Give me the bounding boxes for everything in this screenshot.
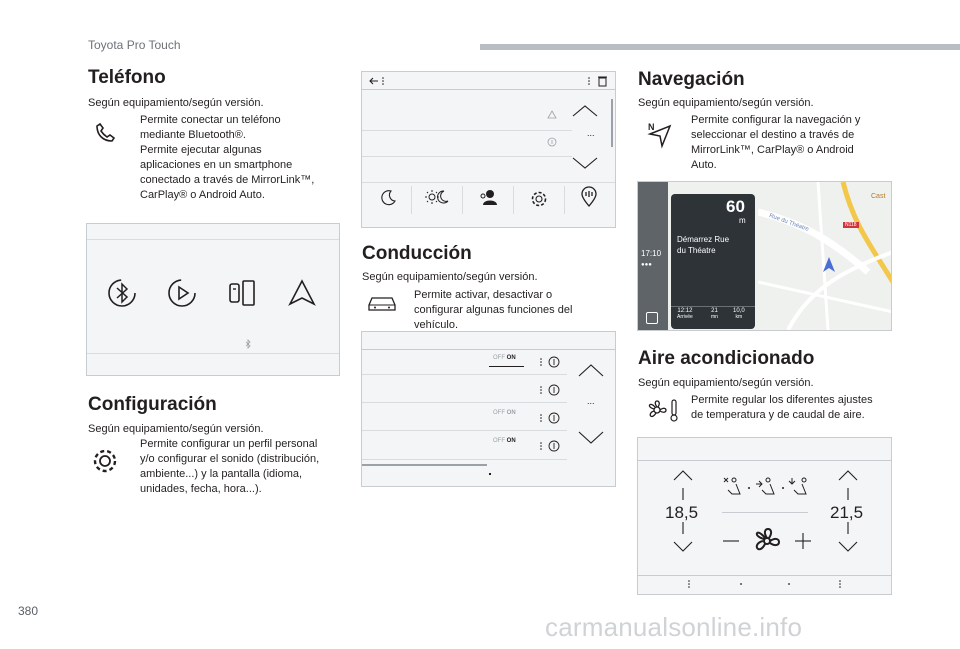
scroll-down-icon[interactable] (570, 156, 600, 170)
arrival: 12:12 Arrivée (677, 308, 693, 320)
duration: 21 mn (711, 308, 718, 320)
right-temperature: 21,5 (830, 503, 864, 522)
toggle-3[interactable]: OFF ON (493, 438, 516, 444)
conduccion-subtitle: Según equipamiento/según versión. (362, 271, 538, 283)
profile-icon[interactable] (478, 188, 498, 206)
toggle-1[interactable]: OFF ON (493, 355, 516, 361)
fan-speed-controls[interactable] (721, 524, 813, 558)
driving-scroll-up-icon[interactable] (576, 362, 606, 378)
fan-thermometer-icon (643, 396, 681, 424)
info-small-icon (547, 137, 557, 147)
page-number: 380 (18, 604, 39, 618)
map-menu-icon[interactable] (646, 312, 658, 324)
configuracion-title: Configuración (88, 394, 217, 415)
back-arrow-icon[interactable] (368, 75, 388, 87)
toggle-2[interactable]: OFF ON (493, 410, 516, 416)
conduccion-title: Conducción (362, 243, 472, 264)
driving-more-label[interactable]: ... (587, 396, 595, 406)
trash-icon[interactable] (584, 75, 612, 87)
guidance-distance: 60 (726, 197, 745, 216)
conduccion-description: Permite activar, desactivar o configurar algunas funciones del vehículo. (414, 289, 573, 331)
street-label: Rue du Théatre (768, 213, 810, 233)
header-title: Toyota Pro Touch (88, 38, 181, 52)
scroll-up-icon[interactable] (570, 104, 600, 118)
bluetooth-icon[interactable] (105, 276, 139, 310)
phone-handset-icon (92, 120, 118, 146)
road-badge: N118 (845, 222, 857, 228)
bluetooth-small-icon (244, 339, 252, 349)
navigation-map[interactable] (637, 181, 892, 331)
navegacion-description: Permite configurar la navegación y seleccionar el destino a través de MirrorLink™, CarPlay® o Android Auto. (691, 114, 861, 171)
climate-screen (637, 437, 892, 595)
car-icon (366, 292, 398, 314)
remaining: 10,0 km (733, 308, 745, 320)
navigation-arrow-icon (645, 120, 675, 150)
climate-bottom-icons[interactable] (686, 578, 846, 590)
map-clock: 17:10 (641, 249, 662, 258)
brightness-icon[interactable] (424, 187, 450, 207)
settings-screen (361, 71, 616, 228)
watermark: carmanualsonline.info (545, 612, 803, 642)
warning-small-icon (547, 110, 557, 119)
aire-title: Aire acondicionado (638, 348, 815, 369)
driving-scroll-down-icon[interactable] (576, 429, 606, 445)
aire-subtitle: Según equipamiento/según versión. (638, 377, 814, 389)
guidance-card (671, 194, 755, 329)
gear-icon (90, 446, 120, 476)
mirror-screen-icon[interactable] (225, 276, 259, 310)
navegacion-subtitle: Según equipamiento/según versión. (638, 97, 814, 109)
header-bar (480, 44, 960, 50)
map-dots: ●●● (641, 262, 652, 268)
telefono-title: Teléfono (88, 67, 166, 88)
more-label[interactable]: ... (587, 128, 595, 138)
night-mode-icon[interactable] (380, 188, 398, 206)
configuracion-description: Permite configurar un perfil personal y/o configurar el sonido (distribución, ambiente...) y la pantalla (idioma, unidades, fecha, hora...). (140, 438, 320, 495)
row-info-icons[interactable] (538, 354, 564, 454)
configuracion-subtitle: Según equipamiento/según versión. (88, 423, 264, 435)
map-corner-label: Cast (871, 193, 886, 200)
left-temperature: 18,5 (665, 503, 699, 522)
airflow-direction-icons[interactable] (722, 474, 812, 498)
location-sound-icon[interactable] (579, 186, 599, 208)
guidance-instruction: Démarrez Rue du Théatre (677, 235, 730, 255)
settings-gear-icon[interactable] (527, 188, 549, 208)
svg-text:N: N (648, 122, 655, 132)
guidance-distance-unit: m (739, 216, 746, 225)
page-dot (489, 473, 491, 475)
play-icon[interactable] (165, 276, 199, 310)
android-auto-icon[interactable] (285, 276, 319, 310)
telefono-subtitle: Según equipamiento/según versión. (88, 97, 264, 109)
aire-description: Permite regular los diferentes ajustes de temperatura y de caudal de aire. (691, 394, 873, 421)
map-roads (758, 182, 892, 330)
telefono-description: Permite conectar un teléfono mediante Bluetooth®. Permite ejecutar algunas aplicaciones en un smartphone conectado a través de MirrorLink™, CarPlay® o Android Auto. (140, 114, 315, 201)
driving-screen (361, 331, 616, 487)
navegacion-title: Navegación (638, 69, 745, 90)
phone-screen (86, 223, 340, 376)
